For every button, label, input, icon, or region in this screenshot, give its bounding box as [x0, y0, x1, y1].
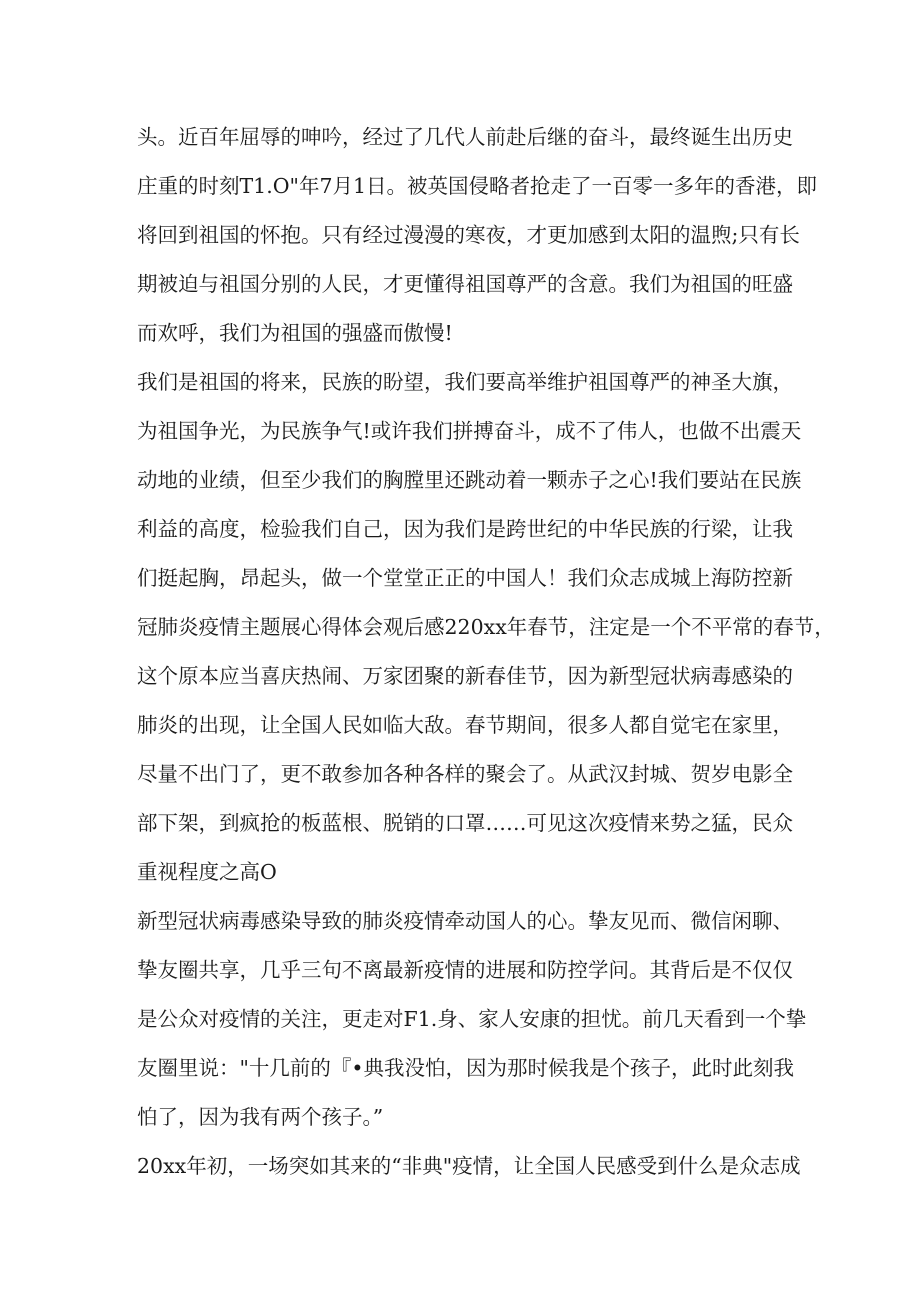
text-line: 冠肺炎疫情主题展心得体会观后感220xx年春节，注定是一个不平常的春节， — [137, 615, 835, 639]
text-line: 我们是祖国的将来，民族的盼望，我们要高举维护祖国尊严的神圣大旗， — [137, 370, 793, 394]
text-line: 利益的高度，检验我们自己，因为我们是跨世纪的中华民族的行梁，让我 — [137, 517, 793, 541]
text-line: 这个原本应当喜庆热闹、万家团聚的新春佳节，因为新型冠状病毒感染的 — [137, 664, 793, 688]
text-line: 们挺起胸，昂起头，做一个堂堂正正的中国人！我们众志成城上海防控新 — [137, 566, 793, 590]
text-line: 尽量不出门了，更不敢参加各种各样的聚会了。从武汉封城、贺岁电影全 — [137, 762, 793, 786]
text-line: 动地的业绩，但至少我们的胸膛里还跳动着一颗赤子之心!我们要站在民族 — [137, 468, 802, 492]
text-line: 怕了，因为我有两个孩子。” — [137, 1105, 384, 1129]
text-line: 庄重的时刻T1.O"年7月1日。被英国侵略者抢走了一百零一多年的香港，即 — [137, 174, 818, 198]
text-line: 为祖国争光，为民族争气!或许我们拼搏奋斗，成不了伟人，也做不出震天 — [137, 419, 802, 443]
text-line: 将回到祖国的怀抱。只有经过漫漫的寒夜，才更加感到太阳的温煦;只有长 — [137, 223, 800, 247]
text-line: 20xx年初，一场突如其来的“非典"疫情，让全国人民感受到什么是众志成 — [137, 1154, 801, 1178]
text-line: 挚友圈共享，几乎三句不离最新疫情的进展和防控学问。其背后是不仅仅 — [137, 958, 793, 982]
text-line: 而欢呼，我们为祖国的强盛而傲慢! — [137, 321, 453, 345]
text-line: 友圈里说："十几前的『•典我没怕，因为那时候我是个孩子，此时此刻我 — [137, 1056, 795, 1080]
text-line: 是公众对疫情的关注，更走对F1.身、家人安康的担忧。前几天看到一个挚 — [137, 1007, 807, 1031]
text-line: 部下架，到疯抢的板蓝根、脱销的口罩……可见这次疫情来势之猛，民众 — [137, 811, 793, 835]
text-line: 肺炎的出现，让全国人民如临大敌。春节期间，很多人都自觉宅在家里， — [137, 713, 793, 737]
text-line: 重视程度之高O — [137, 860, 277, 884]
text-line: 期被迫与祖国分别的人民，才更懂得祖国尊严的含意。我们为祖国的旺盛 — [137, 272, 793, 296]
text-line: 新型冠状病毒感染导致的肺炎疫情牵动国人的心。挚友见而、微信闲聊、 — [137, 909, 793, 933]
text-line: 头。近百年屈辱的呻吟，经过了几代人前赴后继的奋斗，最终诞生出历史 — [137, 125, 793, 149]
